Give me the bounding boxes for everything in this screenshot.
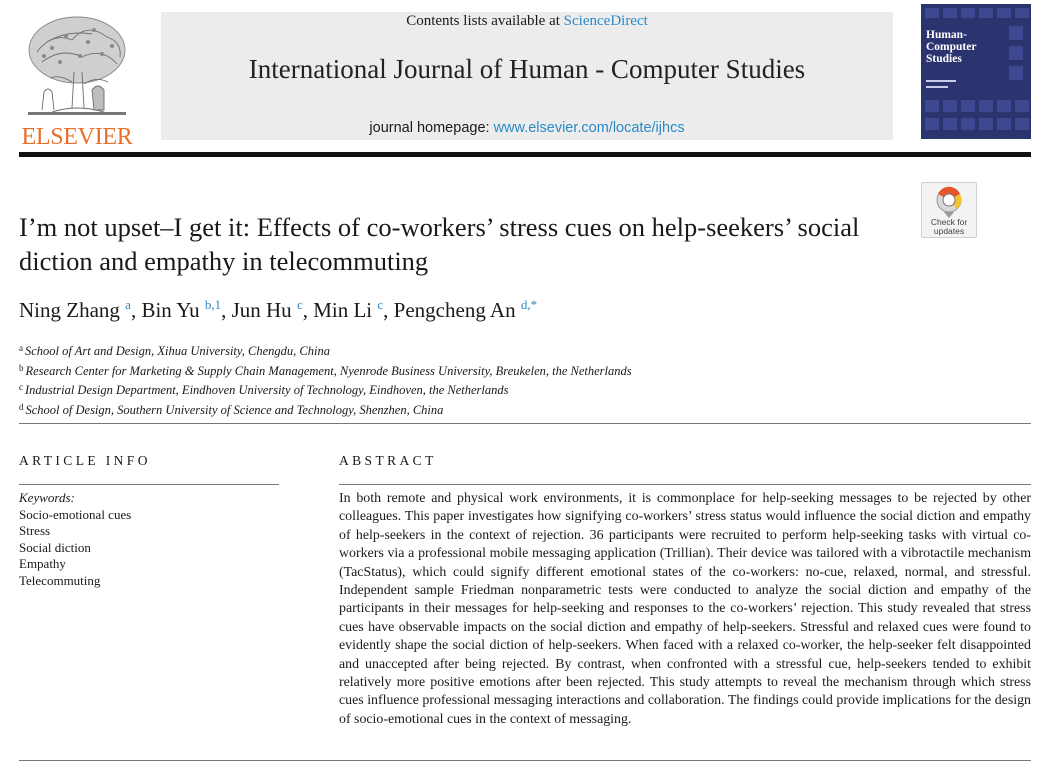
affiliation-item: $^d$ School of Design, Southern University of Science and Technology, Shenzhen, China — [19, 402, 444, 418]
journal-cover[interactable] — [921, 4, 1031, 139]
publisher-logo[interactable] — [18, 12, 136, 150]
crossmark-icon — [935, 186, 963, 218]
author-affiliation-marker[interactable]: a — [125, 297, 131, 312]
author-name[interactable]: Min Li — [313, 298, 373, 322]
section-divider — [19, 423, 1031, 424]
author-name[interactable]: Ning Zhang — [19, 298, 120, 322]
contents-prefix: Contents lists available at — [406, 13, 564, 29]
abstract-text: In both remote and physical work environments, it is commonplace for help-seeking messages to be rejected by other colleagues. This paper investigates how signifying co-workers’ stress status would influence the social diction and empathy of help-seekers in the context of rejection. 36 participants were recruited to perform help-seeking tasks with virtual co-workers via a professional mobile messaging application (Trillian). Their device was tailored with a vibrotactile mechanism (TacStatus), which could signify different emotional states of the co-workers: no-cue, relaxed, normal, and stressful. Independent sample Friedman nonparametric tests were conducted to analyze the social diction and empathy of the participants in their messages for help-seeking and responses to the co-workers’ rejection. This study revealed that stress cues have observable impacts on the social diction and empathy of help-seekers. Stressful and relaxed cues were found to evidently shape the social diction of help-seekers. When faced with a relaxed co-worker, the help-seeker felt disappointed and unaccepted after being rejected. By contrast, when confronted with a stressful cue, help-seekers tended to exhibit relatively more positive emotions after been rejected. This study attempts to reveal the mechanism through which stress cues influence professional messaging interactions and collaboration. The findings could provide implications for the design of socio-emotional cues in the context of messaging. — [339, 491, 1031, 727]
abstract-heading: ABSTRACT — [339, 453, 437, 468]
journal-title[interactable]: International Journal of Human - Computer Studies — [248, 54, 806, 84]
author-affiliation-marker[interactable]: d,* — [520, 297, 538, 312]
affiliation-item: $^b$ Research Center for Marketing & Supply Chain Management, Nyenrode Business University, Breukelen, the Netherlands — [19, 362, 632, 378]
article-title: I’m not upset–I get it: Effects of co-workers’ stress cues on help-seekers’ social diction and empathy in telecommuting — [19, 212, 860, 276]
cover-pattern — [921, 4, 1031, 139]
keywords-section — [19, 490, 131, 590]
bottom-divider — [19, 760, 1031, 761]
homepage-prefix: journal homepage: — [369, 120, 494, 136]
sciencedirect-link[interactable]: ScienceDirect — [563, 13, 648, 29]
affiliation-item: $^a$ School of Art and Design, Xihua University, Chengdu, China — [19, 343, 330, 358]
affiliation-item: $^c$ Industrial Design Department, Eindhoven University of Technology, Eindhoven, the Netherlands — [19, 382, 509, 398]
header-rule — [19, 152, 1031, 157]
author-name[interactable]: Pengcheng An — [393, 298, 516, 322]
check-for-updates-button[interactable] — [921, 182, 977, 238]
contents-line — [161, 13, 893, 30]
keyword-item: Social diction — [19, 539, 91, 555]
article-info-divider — [19, 484, 279, 485]
author-affiliation-marker[interactable]: c — [377, 297, 384, 312]
check-for-updates-label: Check for updates — [930, 217, 968, 236]
author-affiliation-marker[interactable]: c — [296, 297, 303, 312]
keyword-item: Empathy — [19, 556, 66, 572]
article-info-heading: ARTICLE INFO — [19, 453, 151, 468]
abstract-divider — [339, 484, 1031, 485]
journal-banner — [161, 12, 893, 140]
keyword-item: Telecommuting — [19, 572, 101, 588]
homepage-line — [161, 120, 893, 136]
keyword-item: Socio-emotional cues — [19, 506, 132, 522]
author-name[interactable]: Jun Hu — [231, 298, 292, 322]
tree-engraving-icon — [22, 12, 132, 120]
author-affiliation-marker[interactable]: b,1 — [204, 297, 222, 312]
keyword-item: Stress — [19, 523, 51, 539]
cover-title: Human- Computer Studies — [926, 29, 977, 65]
keywords-label: Keywords: — [19, 490, 75, 505]
journal-homepage-link[interactable]: www.elsevier.com/locate/ijhcs — [493, 120, 685, 136]
affiliation-list — [19, 340, 632, 419]
author-name[interactable]: Bin Yu — [141, 298, 200, 322]
author-list: Ning Zhang $^a$, Bin Yu $^{b,1}$, Jun Hu $^c$, Min Li $^c$, Pengcheng An $^{d,*}$ — [19, 297, 538, 322]
publisher-name: ELSEVIER — [21, 124, 133, 150]
